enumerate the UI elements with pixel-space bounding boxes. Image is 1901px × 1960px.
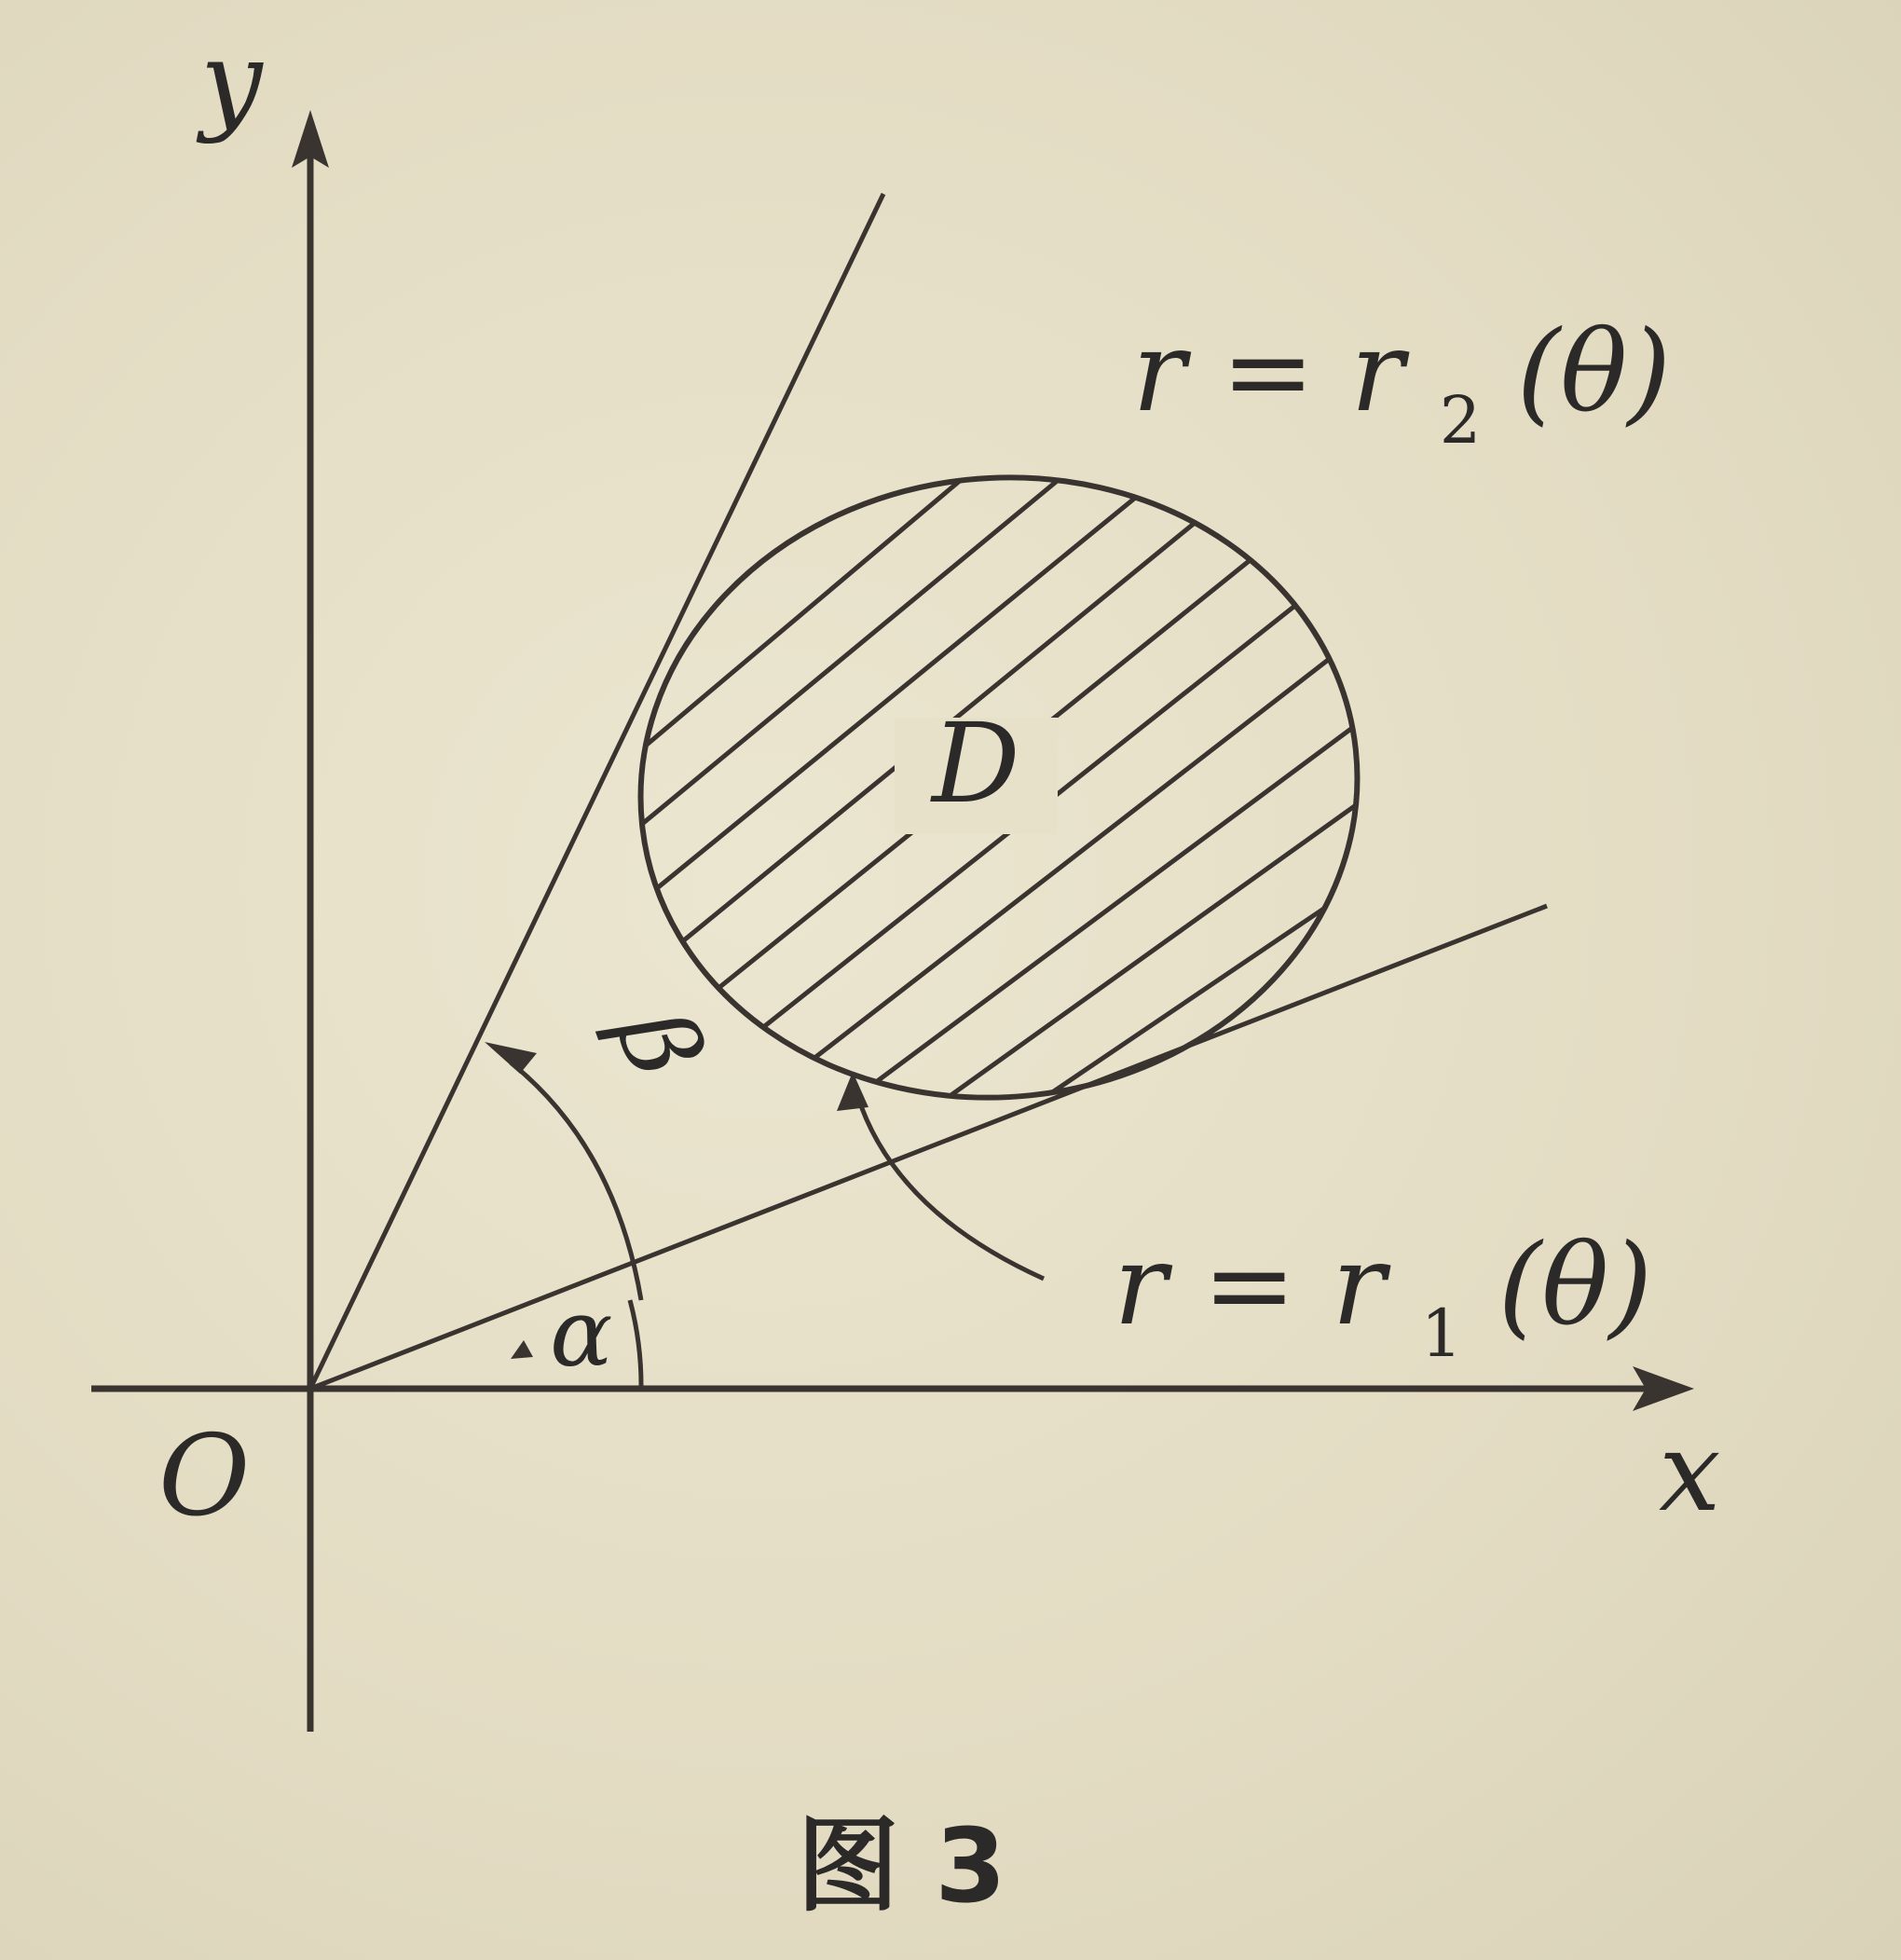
svg-text:r = r bbox=[1132, 308, 1671, 470]
angle-beta-arc bbox=[511, 1062, 641, 1300]
curve-outer-label bbox=[1132, 308, 1671, 470]
curve-outer-func: r bbox=[1350, 308, 1404, 437]
angle-alpha-label: α bbox=[550, 1279, 613, 1388]
curve-inner-arg: (θ) bbox=[1498, 1221, 1653, 1350]
figure-caption: 图 3 bbox=[797, 1806, 1006, 1926]
curve-inner-lhs: r bbox=[1114, 1221, 1168, 1350]
curve-outer-eq: = bbox=[1221, 308, 1316, 437]
curve-inner-eq: = bbox=[1202, 1221, 1297, 1350]
ray-beta bbox=[310, 194, 883, 1389]
curve-outer-lhs: r bbox=[1132, 308, 1186, 437]
angle-alpha-arc bbox=[630, 1300, 641, 1389]
curve-inner-sub: 1 bbox=[1420, 1295, 1463, 1372]
curve-inner-label bbox=[1114, 1221, 1652, 1383]
r1-pointer-curve bbox=[857, 1095, 1044, 1279]
region-d-label: D bbox=[932, 699, 1020, 828]
origin-label: O bbox=[158, 1412, 251, 1542]
y-axis-label: y bbox=[200, 17, 263, 145]
angle-alpha-arrow-icon bbox=[511, 1340, 533, 1359]
angle-beta-arrow-icon bbox=[485, 1042, 537, 1074]
svg-text:r = r bbox=[1114, 1221, 1652, 1383]
curve-inner-func: r bbox=[1332, 1221, 1386, 1350]
angle-beta-label: β bbox=[594, 994, 727, 1091]
curve-outer-sub: 2 bbox=[1439, 382, 1482, 459]
x-axis-label: x bbox=[1659, 1407, 1721, 1536]
curve-outer-arg: (θ) bbox=[1516, 308, 1672, 437]
